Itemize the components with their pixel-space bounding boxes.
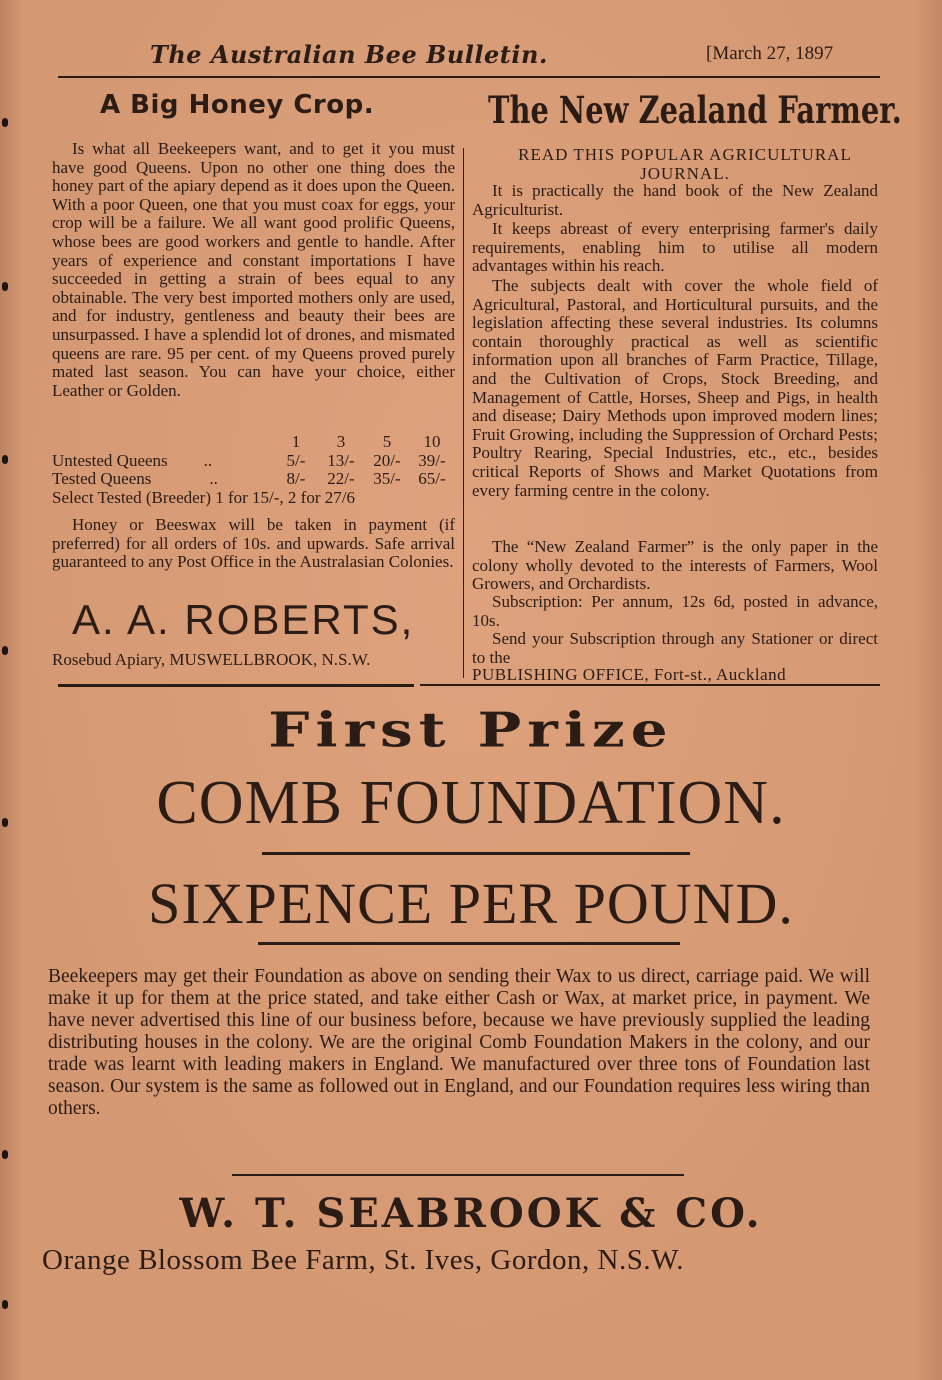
column-divider [463, 148, 464, 678]
binding-hole [2, 1300, 8, 1309]
company-address: Orange Blossom Bee Farm, St. Ives, Gordon, N.S.W. [42, 1244, 685, 1276]
price-row [52, 452, 454, 471]
issue-date: [March 27, 1897 [706, 43, 834, 64]
nz-farmer-subhead: READ THIS POPULAR AGRICULTURAL JOURNAL. [518, 145, 852, 183]
price-row-label: Untested Queens [52, 450, 168, 470]
nz-farmer-subscription: Subscription: Per annum, 12s 6d, posted in advance, 10s. [472, 592, 878, 630]
price-header-cell: 3 [336, 432, 346, 451]
nz-farmer-headline: The New Zealand Farmer. [488, 88, 902, 132]
select-tested-line: Select Tested (Breeder) 1 for 15/-, 2 for 27/6 [52, 488, 355, 507]
binding-hole [2, 282, 8, 291]
sixpence-heading: SIXPENCE PER POUND. [148, 871, 794, 936]
advertiser-name: A. A. ROBERTS, [72, 596, 415, 643]
price-cell: 39/- [418, 450, 446, 470]
footer-rule [232, 1174, 684, 1176]
honey-crop-body: Is what all Beekeepers want, and to get it you must have good Queens. Upon no other one thing does the honey part of the apiary depend as it does upon the Queen. With a poor Queen, one that you must coax for eggs, your crop will be a failure. We all want good prolific Queens, whose bees are good workers and gentle to handle. After years of experience and constant importations I have succeeded in getting a strain of bees equal to any obtainable. The very best imported mothers only are used, and for industry, gentleness and beauty their bees are unsurpassed. I have a splendid lot of drones, and mismated queens are rare. 95 per cent. of my Queens proved purely mated last season. You can have your choice, either Leather or Golden. [52, 139, 455, 400]
binding-hole [2, 1150, 8, 1159]
section-rule [58, 684, 414, 687]
binding-hole [2, 118, 8, 127]
price-cell: 5/- [286, 450, 306, 470]
price-cell: 20/- [373, 450, 401, 470]
price-header-row [52, 433, 454, 452]
advertiser-address: Rosebud Apiary, MUSWELLBROOK, N.S.W. [52, 650, 371, 669]
comb-foundation-body: Beekeepers may get their Foundation as above on sending their Wax to us direct, carriage paid. We will make it up for them at the price stated, and take either Cash or Wax, at market price, in payment. We have never advertised this line of our business before, because we have previously supplied the leading distributing houses in the colony. We are the original Comb Foundation Makers in the colony, and our trade was learnt with leading makers in England. We manufactured over three tons of Foundation last season. Our system is the same as followed out in England, and our Foundation requires less wiring than others. [48, 966, 870, 1119]
honey-crop-headline: A Big Honey Crop. [100, 90, 375, 120]
price-row-label: Tested Queens [52, 469, 152, 489]
nz-farmer-para-4: The “New Zealand Farmer” is the only paper in the colony wholly devoted to the interests of Farmers, Wool Growers, and Orchardists. [472, 537, 878, 594]
price-cell: 13/- [327, 450, 355, 470]
payment-terms: Honey or Beeswax will be taken in payment (if preferred) for all orders of 10s. and upwards. Safe arrival guaranteed to any Post Office in the Australasian Colonies. [52, 515, 455, 572]
binding-hole [2, 455, 8, 464]
price-row-dots: .. [203, 450, 213, 470]
section-rule [420, 684, 880, 686]
comb-foundation-heading: COMB FOUNDATION. [156, 769, 786, 837]
price-cell: 22/- [327, 469, 355, 489]
price-cell: 65/- [418, 469, 446, 489]
heading-rule [262, 852, 690, 855]
heading-rule [258, 942, 680, 945]
nz-farmer-para-3: The subjects dealt with cover the whole field of Agricultural, Pastoral, and Horticultural pursuits, and the legislation affecting these several industries. Its columns contain thoroughly practical as well as scientific information upon all branches of Farm Practice, Tillage, and the Cultivation of Crops, Stock Breeding, and Management of Cattle, Horses, Sheep and Pigs, in health and disease; Dairy Methods upon improved modern lines; Fruit Growing, including the Suppression of Orchard Pests; Poultry Rearing, Special Industries, etc., etc., besides critical Reports of Shows and Market Quotations from every farming centre in the colony. [472, 276, 878, 500]
price-header-cell: 5 [382, 432, 392, 451]
journal-title: The Australian Bee Bulletin. [150, 40, 548, 69]
price-cell: 8/- [286, 469, 306, 489]
price-row [52, 470, 454, 489]
price-cell: 35/- [373, 469, 401, 489]
price-header-cell: 1 [291, 432, 301, 451]
nz-farmer-send: Send your Subscription through any Stationer or direct to the [472, 629, 878, 667]
nz-farmer-para-1: It is practically the hand book of the New Zealand Agriculturist. [472, 181, 878, 219]
header-rule [58, 76, 880, 78]
queen-price-table [52, 433, 454, 489]
price-row-dots: .. [209, 469, 218, 489]
price-header-cell: 10 [423, 432, 441, 451]
first-prize-heading: First Prize [268, 702, 674, 758]
nz-farmer-office: PUBLISHING OFFICE, Fort-st., Auckland [472, 665, 787, 684]
binding-hole [2, 646, 8, 655]
company-name: W. T. SEABROOK & CO. [179, 1190, 763, 1237]
nz-farmer-para-2: It keeps abreast of every enterprising farmer's daily requirements, enabling him to utilise all modern advantages within his reach. [472, 219, 878, 276]
